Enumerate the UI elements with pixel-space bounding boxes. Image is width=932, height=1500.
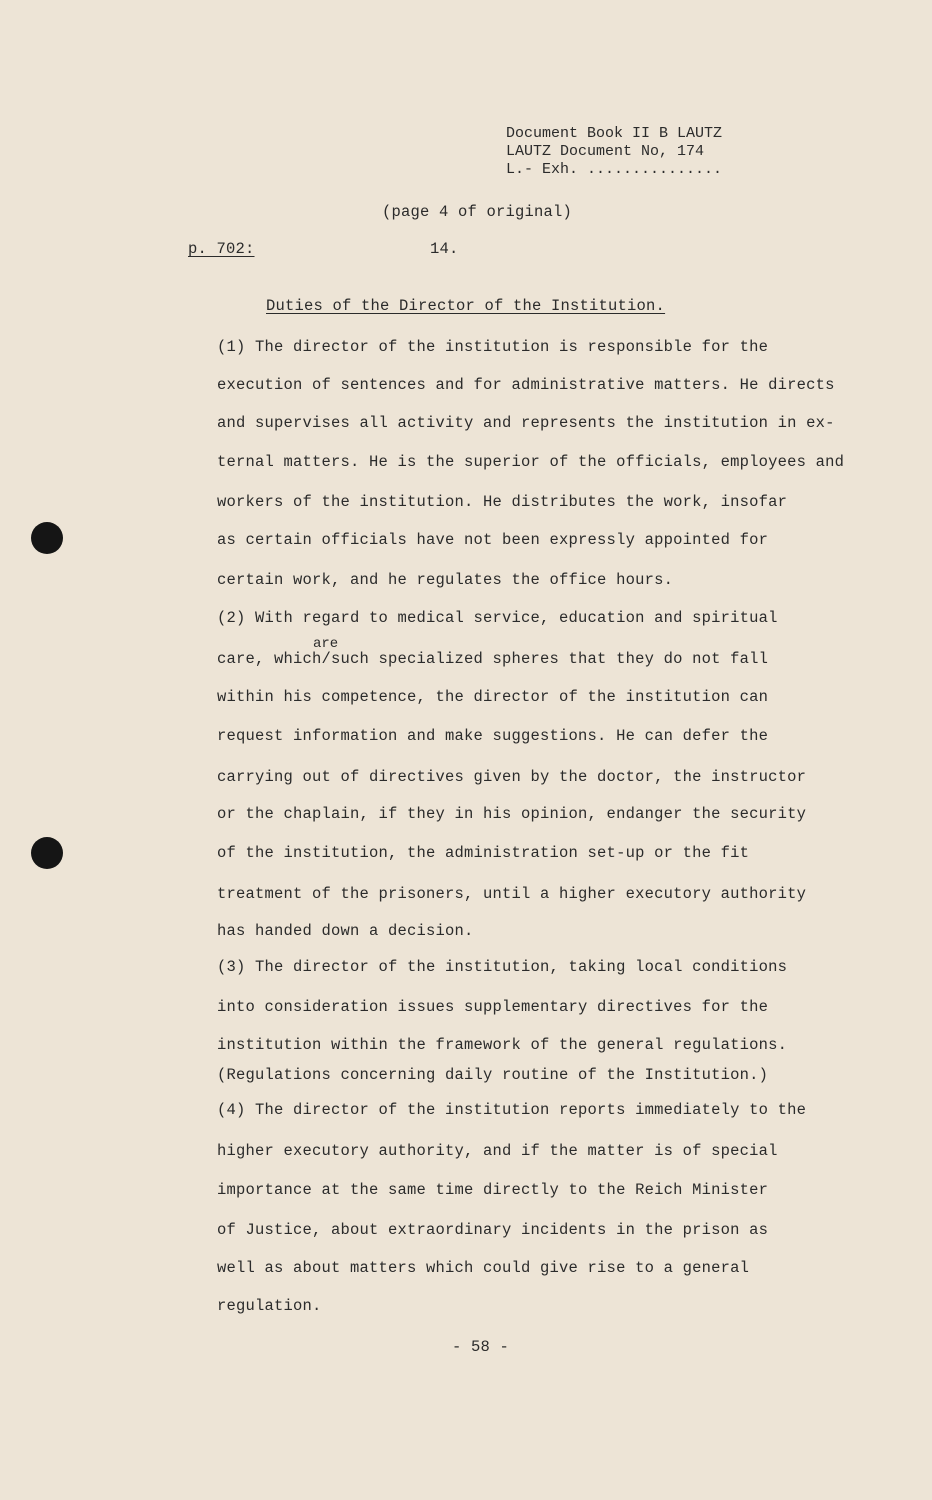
text-line: (3) The director of the institution, taking local conditions bbox=[217, 958, 788, 976]
text-line: has handed down a decision. bbox=[217, 922, 474, 940]
text-line: (Regulations concerning daily routine of the Institution.) bbox=[217, 1066, 769, 1084]
handwritten-insertion: are bbox=[313, 636, 339, 652]
text-line: into consideration issues supplementary directives for the bbox=[217, 998, 769, 1016]
text-line: or the chaplain, if they in his opinion, endanger the security bbox=[217, 805, 807, 823]
text-line: and supervises all activity and represents the institution in ex- bbox=[217, 414, 835, 432]
text-line: (4) The director of the institution reports immediately to the bbox=[217, 1101, 807, 1119]
text-line: of Justice, about extraordinary incidents in the prison as bbox=[217, 1221, 769, 1239]
punch-hole-upper bbox=[31, 522, 63, 554]
text-line: (1) The director of the institution is responsible for the bbox=[217, 338, 769, 356]
text-line: care, which/such specialized spheres that they do not fall bbox=[217, 650, 769, 668]
page-number: - 58 - bbox=[452, 1338, 510, 1356]
text-line: ternal matters. He is the superior of the officials, employees and bbox=[217, 453, 845, 471]
text-line: certain work, and he regulates the office hours. bbox=[217, 571, 674, 589]
punch-hole-lower bbox=[31, 837, 63, 869]
text-line: carrying out of directives given by the doctor, the instructor bbox=[217, 768, 807, 786]
section-number: 14. bbox=[430, 240, 459, 258]
header-line-1: Document Book II B LAUTZ bbox=[506, 125, 723, 142]
text-line: higher executory authority, and if the matter is of special bbox=[217, 1142, 778, 1160]
text-line: of the institution, the administration set-up or the fit bbox=[217, 844, 750, 862]
document-header bbox=[506, 125, 722, 179]
page-reference: (page 4 of original) bbox=[382, 203, 573, 221]
text-line: treatment of the prisoners, until a higher executory authority bbox=[217, 885, 807, 903]
text-line: regulation. bbox=[217, 1297, 322, 1315]
section-title: Duties of the Director of the Institution. bbox=[266, 297, 666, 315]
header-line-3: L.- Exh. ............... bbox=[506, 161, 723, 178]
text-line: within his competence, the director of the institution can bbox=[217, 688, 769, 706]
header-line-2: LAUTZ Document No, 174 bbox=[506, 143, 705, 160]
text-line: request information and make suggestions. He can defer the bbox=[217, 727, 769, 745]
original-page-ref: p. 702: bbox=[188, 240, 255, 258]
text-line: workers of the institution. He distributes the work, insofar bbox=[217, 493, 788, 511]
text-line: (2) With regard to medical service, education and spiritual bbox=[217, 609, 778, 627]
text-line: well as about matters which could give rise to a general bbox=[217, 1259, 750, 1277]
text-line: as certain officials have not been expressly appointed for bbox=[217, 531, 769, 549]
text-line: importance at the same time directly to the Reich Minister bbox=[217, 1181, 769, 1199]
text-line: institution within the framework of the general regulations. bbox=[217, 1036, 788, 1054]
text-line: execution of sentences and for administrative matters. He directs bbox=[217, 376, 835, 394]
